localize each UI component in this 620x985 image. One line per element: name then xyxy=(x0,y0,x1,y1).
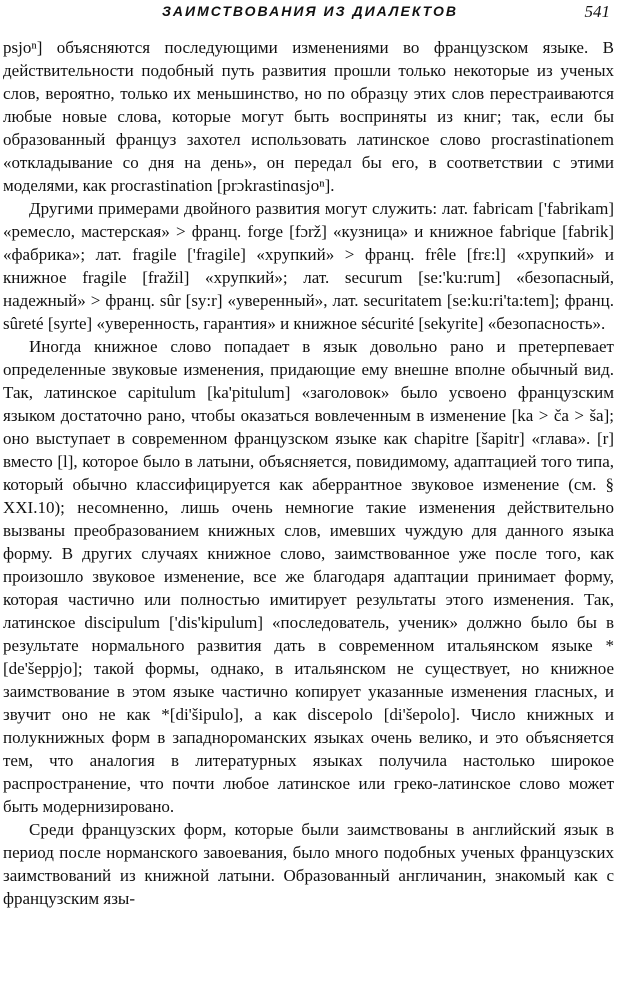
paragraph-continuation: psjoⁿ] объясняются последующими изменениями во французском языке. В действительности подобный путь развития прошли только некоторые из ученых слов, вероятно, только их меньшинство, но по образцу этих слов перестраиваются любые новые слова, которые могут быть восприняты из книг; так, если бы образованный француз захотел использовать латинское слово procrastinationem «откладывание со дня на день», он передал бы его, в соответствии с этими моделями, как procrastination [prɔkrastinɑsjoⁿ]. xyxy=(3,38,614,195)
paragraph-double-development: Другими примерами двойного развития могут служить: лат. fabricam ['fabrikam] «ремесло, мастерская» > франц. forge [fɔrž] «кузница» и книжное fabrique [fabrik] «фабрика»; лат. fragile ['fragile] «хрупкий» > франц. frêle [frɛ:l] «хрупкий» и книжное fragile [fražil] «хрупкий»; лат. securum [se:'ku:rum] «безопасный, надежный» > франц. sûr [sy:r] «уверенный», лат. securitatem [se:ku:ri'ta:tem]; франц. sûreté [syrte] «уверенность, гарантия» и книжное sécurité [sekyrite] «безопасность». xyxy=(3,199,614,333)
page-number: 541 xyxy=(584,2,610,21)
page-header xyxy=(0,3,620,25)
paragraph-early-borrowing: Иногда книжное слово попадает в язык довольно рано и претерпевает определенные звуковые изменения, придающие ему внешне вполне обычный вид. Так, латинское capitulum [ka'pitulum] «заголовок» было усвоено французским языком достаточно рано, чтобы оказаться вовлеченным в изменение [ka > ča > šа]; оно выступает в современном французском языке как chapitre [šapitr] «глава». [r] вместо [l], которое было в латыни, объясняется, повидимому, адаптацией того типа, который обычно классифицируется как аберрантное звуковое изменение (см. § XXI.10); несомненно, лишь очень немногие такие изменения действительно вызваны преобразованием книжных слов, имевших чуждую для данного языка форму. В других случаях книжное слово, заимствованное уже после того, как произошло звуковое изменение, все же благодаря адаптации принимает форму, которая частично или полностью имитирует результаты этого изменения. Так, латинское discipulum ['dis'kipulum] «последователь, ученик» должно было бы в результате нормального развития дать в современном итальянском языке *[de'šeppjo]; такой формы, однако, в итальянском не существует, но книжное заимствование в этом языке частично копирует указанные изменения гласных, и звучит оно не как *[di'šipulo], а как discepolo [di'šepolo]. Число книжных и полукнижных форм в западнороманских языках очень велико, и это объясняется тем, что аналогия в литературных языках получила настолько широкое распространение, что почти любое латинское или греко-латинское слово может быть модернизировано. xyxy=(3,337,614,816)
page-body xyxy=(3,36,614,910)
running-head: ЗАИМСТВОВАНИЯ ИЗ ДИАЛЕКТОВ xyxy=(161,3,459,19)
paragraph-french-forms: Среди французских форм, которые были заимствованы в английский язык в период после норманского завоевания, было много подобных ученых французских заимствований из книжной латыни. Образованный англичанин, знакомый как с французским язы- xyxy=(3,820,614,908)
